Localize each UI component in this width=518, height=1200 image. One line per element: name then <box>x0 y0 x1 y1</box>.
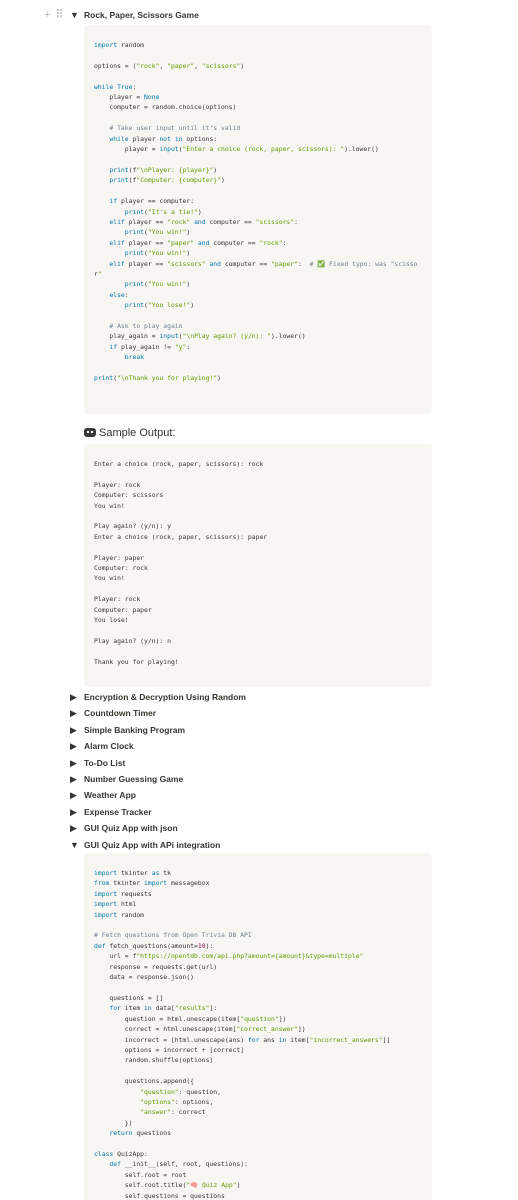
toggle-title[interactable]: GUI Quiz App with APi integration <box>84 839 221 850</box>
toggle-title-rps[interactable]: Rock, Paper, Scissors Game <box>84 10 199 20</box>
block-handles[interactable]: + ⠿ <box>44 9 65 21</box>
code-text-sample-output: Enter a choice (rock, paper, scissors): rock Player: rock Computer: scissors You win! Play again? (y/n): y Enter a choice (rock, paper, scissors): paper Player: paper Computer: rock You win! Player: rock Computer: paper You lose! Play again? (y/n): n Thank you for playing! <box>94 460 268 666</box>
sample-output-heading <box>84 425 175 441</box>
code-block-quiz-api[interactable] <box>84 853 432 1200</box>
toggle-title[interactable]: Countdown Timer <box>84 708 157 719</box>
toggle-arrow[interactable]: ▶ <box>70 823 77 834</box>
code-text-rps: import random options = ("rock", "paper", "scissors") while True: player = None computer = random.choice(options) # Take user input until it's valid while player not in options: player = input("Enter a choice (rock, paper, scissors): ").lower() print(f"\nPlayer: {player}") print(f"Computer: {computer}") if player == computer: print("It's a tie!") elif player == "rock" and computer == "scissors": print("You win!") elif player == "paper" and computer == "rock": print("You win!") elif player == "scissors" and computer == "paper": # ✅ Fixed typo: was "scisso r" print("You win!") else: print("You lose!") # Ask to play again play_again = input("\nPlay again? (y/n): ").lower() if play_again != "y": break print("\nThank you for playing!") <box>94 41 418 382</box>
toggle-title[interactable]: Weather App <box>84 790 136 801</box>
toggle-arrow[interactable]: ▶ <box>70 806 77 817</box>
toggle-arrow[interactable]: ▶ <box>70 757 77 768</box>
toggle-arrow[interactable]: ▶ <box>70 774 77 784</box>
toggle-title[interactable]: Expense Tracker <box>84 806 152 817</box>
toggle-arrow[interactable]: ▶ <box>70 708 77 719</box>
toggle-title[interactable]: GUI Quiz App with json <box>84 823 178 834</box>
toggle-title[interactable]: Encryption & Decryption Using Random <box>84 692 246 702</box>
toggle-arrow-rps[interactable]: ▼ <box>70 10 79 20</box>
code-text-quiz-api: import tkinter as tk from tkinter import messagebox import requests import html import random # Fetch questions from Open Trivia DB API def fetch_questions(amount=10): url = f"https://opentdb.com/api.php?amount={amount}&type=multiple" response = requests.get(url) data = response.json() questions = [] for item in data["results"]: question = html.unescape(item["question"]) correct = html.unescape(item["correct_answer"]) incorrect = [html.unescape(ans) for ans in item["incorrect_answers"]] options = incorrect + [correct] random.shuffle(options) questions.append({ "question": question, "options": options, "answer": correct }) return questions class QuizApp: def __init__(self, root, questions): self.root = root self.root.title("🧠 Quiz App") self.questions = questions <box>94 869 391 1200</box>
toggle-arrow[interactable]: ▶ <box>70 741 77 752</box>
toggle-title[interactable]: To-Do List <box>84 757 126 768</box>
toggle-arrow[interactable]: ▶ <box>70 692 77 702</box>
code-block-rps[interactable] <box>84 25 432 414</box>
sample-output-label: Sample Output: <box>99 427 176 439</box>
code-block-sample-output[interactable] <box>84 444 432 687</box>
toggle-arrow[interactable]: ▶ <box>70 724 77 735</box>
toggle-title[interactable]: Alarm Clock <box>84 741 134 752</box>
game-controller-icon <box>84 428 96 437</box>
toggle-title[interactable]: Number Guessing Game <box>84 774 184 784</box>
toggle-title[interactable]: Simple Banking Program <box>84 724 186 735</box>
toggle-arrow[interactable]: ▶ <box>70 790 77 801</box>
toggle-arrow[interactable]: ▼ <box>70 839 79 850</box>
